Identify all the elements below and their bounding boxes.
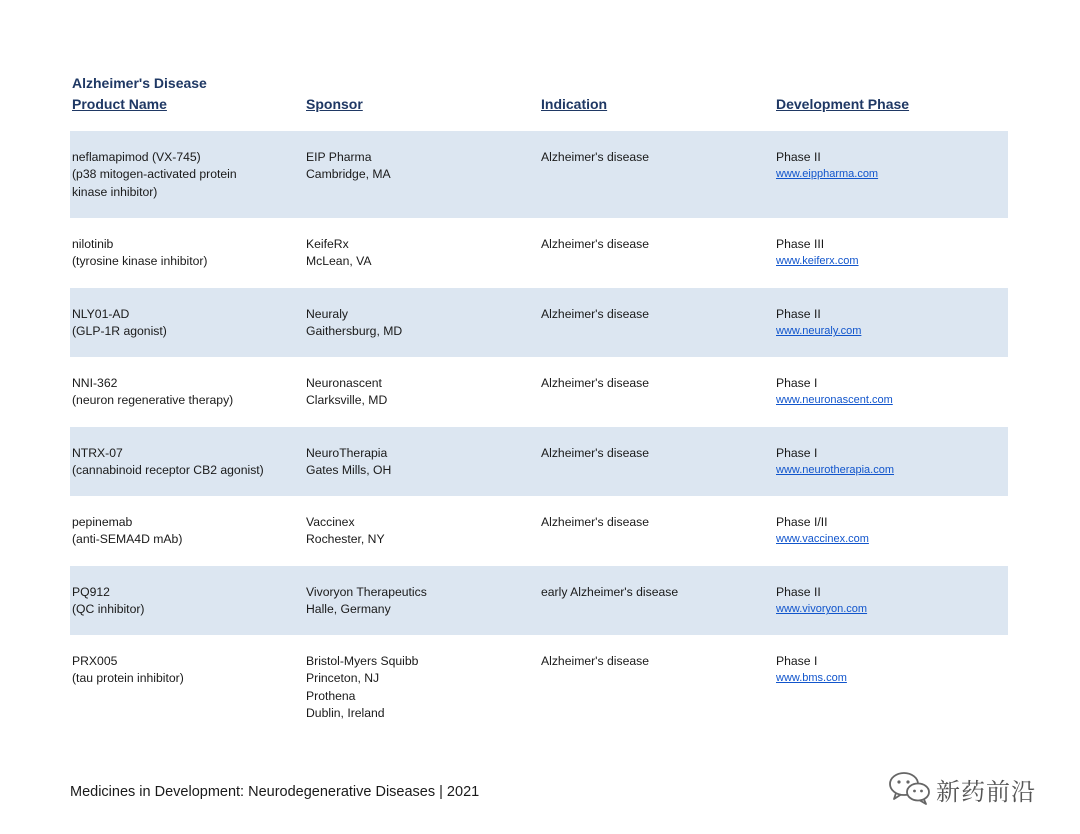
sponsor-name: Neuraly [306, 307, 348, 321]
development-phase: Phase II [776, 307, 821, 321]
product-description: (tau protein inhibitor) [72, 671, 184, 686]
indication-cell: Alzheimer's disease [541, 150, 649, 164]
sponsor-cell [306, 149, 391, 184]
table-row [70, 357, 1008, 427]
watermark [888, 768, 1058, 808]
product-description: (cannabinoid receptor CB2 agonist) [72, 463, 264, 478]
development-phase: Phase I [776, 376, 818, 390]
development-phase: Phase I [776, 654, 818, 668]
header-sponsor: Sponsor [306, 96, 363, 112]
sponsor-location: Princeton, NJ [306, 671, 380, 686]
table-row [70, 635, 1008, 739]
sponsor-name: EIP Pharma [306, 150, 372, 164]
page-footer: Medicines in Development: Neurodegenerative Diseases | 2021 [70, 784, 480, 800]
phase-cell [776, 584, 867, 619]
product-cell [72, 584, 144, 619]
product-cell [72, 236, 207, 271]
watermark-text: 新药前沿 [936, 778, 1036, 806]
product-description: (anti-SEMA4D mAb) [72, 532, 183, 547]
sponsor-cell [306, 236, 371, 271]
sponsor-location: Cambridge, MA [306, 167, 391, 182]
phase-cell [776, 445, 894, 480]
sponsor-website-link[interactable]: www.vivoryon.com [776, 603, 868, 616]
phase-cell [776, 653, 847, 688]
sponsor-cell [306, 306, 402, 341]
wechat-icon [888, 770, 932, 806]
sponsor-name: Prothena [306, 688, 356, 703]
sponsor-cell [306, 375, 387, 410]
phase-cell [776, 514, 869, 549]
table-row [70, 131, 1008, 218]
sponsor-cell [306, 584, 427, 619]
product-cell [72, 653, 184, 688]
table-header [72, 96, 1008, 116]
product-cell [72, 445, 264, 480]
sponsor-cell [306, 514, 385, 549]
header-indication: Indication [541, 96, 608, 112]
sponsor-website-link[interactable]: www.vaccinex.com [776, 533, 869, 546]
product-name: PRX005 [72, 654, 118, 668]
table-row [70, 427, 1008, 496]
table-row [70, 288, 1008, 357]
product-description: (p38 mitogen-activated protein [72, 167, 237, 182]
development-phase: Phase III [776, 237, 825, 251]
product-name: neflamapimod (VX-745) [72, 150, 201, 164]
sponsor-cell [306, 445, 391, 480]
sponsor-location: Gaithersburg, MD [306, 324, 403, 339]
sponsor-website-link[interactable]: www.neurotherapia.com [776, 464, 895, 477]
sponsor-website-link[interactable]: www.bms.com [776, 672, 847, 685]
sponsor-location: Gates Mills, OH [306, 463, 392, 478]
product-description: kinase inhibitor) [72, 184, 158, 199]
sponsor-location: McLean, VA [306, 254, 372, 269]
sponsor-name: Neuronascent [306, 376, 382, 390]
table-row [70, 496, 1008, 566]
product-description: (neuron regenerative therapy) [72, 393, 234, 408]
phase-cell [776, 306, 861, 341]
product-cell [72, 306, 167, 341]
sponsor-website-link[interactable]: www.neuronascent.com [776, 394, 893, 407]
product-cell [72, 375, 233, 410]
section-title: Alzheimer's Disease [72, 75, 207, 91]
phase-cell [776, 149, 878, 184]
development-phase: Phase II [776, 150, 821, 164]
sponsor-location: Clarksville, MD [306, 393, 388, 408]
sponsor-website-link[interactable]: www.eippharma.com [776, 168, 879, 181]
indication-cell: Alzheimer's disease [541, 515, 649, 529]
indication-cell: Alzheimer's disease [541, 237, 649, 251]
pipeline-table [70, 131, 1008, 739]
indication-cell: Alzheimer's disease [541, 654, 649, 668]
product-name: NLY01-AD [72, 307, 130, 321]
sponsor-location: Halle, Germany [306, 602, 391, 617]
product-name: PQ912 [72, 585, 110, 599]
indication-cell: Alzheimer's disease [541, 376, 649, 390]
sponsor-website-link[interactable]: www.keiferx.com [776, 255, 859, 268]
product-cell [72, 149, 237, 201]
sponsor-name: Vivoryon Therapeutics [306, 585, 427, 599]
product-cell [72, 514, 182, 549]
sponsor-location: Rochester, NY [306, 532, 385, 547]
phase-cell [776, 236, 859, 271]
product-name: nilotinib [72, 237, 114, 251]
sponsor-website-link[interactable]: www.neuraly.com [776, 325, 862, 338]
sponsor-name: NeuroTherapia [306, 446, 388, 460]
product-description: (GLP-1R agonist) [72, 324, 167, 339]
product-name: NTRX-07 [72, 446, 123, 460]
sponsor-name: KeifeRx [306, 237, 349, 251]
table-row [70, 218, 1008, 288]
product-name: NNI-362 [72, 376, 118, 390]
header-development-phase: Development Phase [776, 96, 910, 112]
product-description: (QC inhibitor) [72, 602, 145, 617]
development-phase: Phase I [776, 446, 818, 460]
sponsor-name: Vaccinex [306, 515, 355, 529]
indication-cell: early Alzheimer's disease [541, 585, 679, 599]
product-name: pepinemab [72, 515, 133, 529]
table-row [70, 566, 1008, 635]
indication-cell: Alzheimer's disease [541, 446, 649, 460]
product-description: (tyrosine kinase inhibitor) [72, 254, 208, 269]
phase-cell [776, 375, 893, 410]
development-phase: Phase I/II [776, 515, 828, 529]
sponsor-location: Dublin, Ireland [306, 706, 385, 721]
development-phase: Phase II [776, 585, 821, 599]
header-product-name: Product Name [72, 96, 167, 112]
sponsor-name: Bristol-Myers Squibb [306, 654, 419, 668]
indication-cell: Alzheimer's disease [541, 307, 649, 321]
sponsor-cell [306, 653, 418, 723]
